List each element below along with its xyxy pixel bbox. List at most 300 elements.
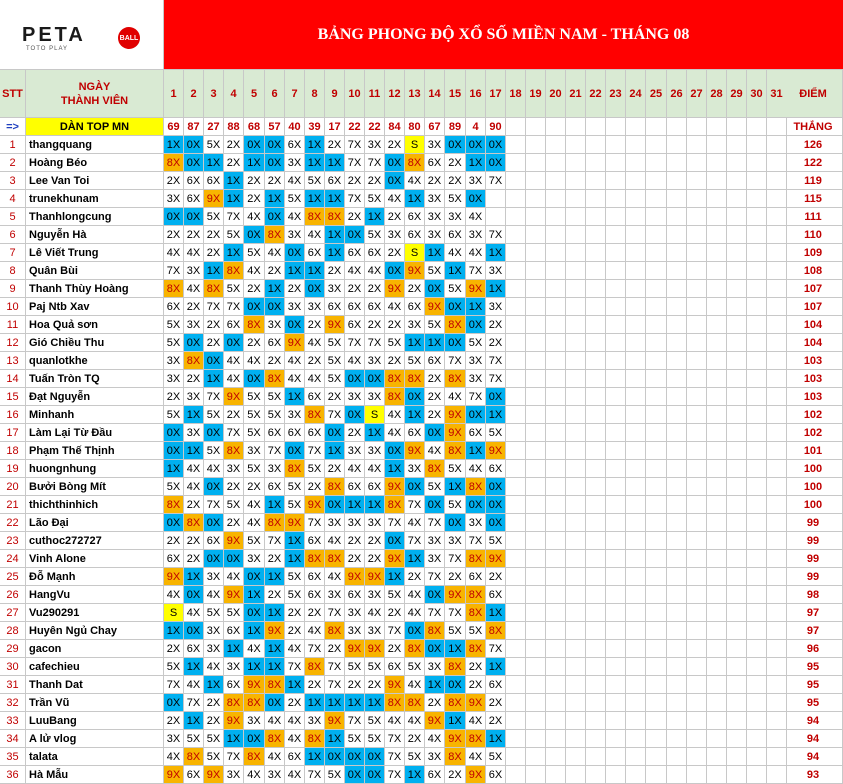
empty-day	[566, 334, 586, 352]
member-points: 100	[784, 496, 843, 514]
day-result: 8X	[405, 694, 425, 712]
day-result: 0X	[244, 370, 265, 388]
empty-day	[526, 388, 546, 406]
empty-day	[646, 568, 667, 586]
row-stt: 12	[0, 334, 26, 352]
empty-day	[727, 730, 747, 748]
row-stt: 19	[0, 460, 26, 478]
empty-day	[667, 208, 687, 226]
day-result: 1X	[184, 442, 204, 460]
day-result: 7X	[365, 154, 385, 172]
day-result: 5X	[244, 532, 265, 550]
empty-day	[606, 136, 626, 154]
day-result: 4X	[184, 478, 204, 496]
day-header: 24	[626, 70, 646, 118]
day-result: 2X	[385, 352, 405, 370]
top-row-value: 69	[164, 118, 184, 136]
row-stt: 4	[0, 190, 26, 208]
empty-day	[727, 262, 747, 280]
day-result: 5X	[325, 352, 345, 370]
day-result: 5X	[204, 604, 224, 622]
empty-day	[586, 568, 606, 586]
day-result: 8X	[184, 514, 204, 532]
day-result: 6X	[184, 640, 204, 658]
day-result: 9X	[405, 442, 425, 460]
day-result: 5X	[385, 334, 405, 352]
row-stt: 20	[0, 478, 26, 496]
day-result: 8X	[325, 478, 345, 496]
row-stt: 17	[0, 424, 26, 442]
day-result: 4X	[204, 586, 224, 604]
day-result: 2X	[425, 172, 445, 190]
day-header: 27	[687, 70, 707, 118]
empty-day	[687, 226, 707, 244]
day-result: 1X	[365, 694, 385, 712]
empty-day	[506, 280, 526, 298]
day-result: 0X	[445, 136, 466, 154]
empty-day	[646, 208, 667, 226]
empty-day	[747, 352, 767, 370]
empty-day	[606, 496, 626, 514]
row-stt: 31	[0, 676, 26, 694]
empty-day	[707, 136, 727, 154]
member-points: 102	[784, 424, 843, 442]
day-result: 3X	[365, 442, 385, 460]
day-result: 2X	[325, 262, 345, 280]
day-result: 0X	[184, 334, 204, 352]
day-result: 5X	[204, 136, 224, 154]
empty-day	[747, 604, 767, 622]
day-result: 4X	[466, 460, 486, 478]
day-result: 2X	[285, 604, 305, 622]
day-result: 5X	[466, 622, 486, 640]
day-result: 2X	[325, 136, 345, 154]
day-result: 0X	[486, 154, 506, 172]
empty-day	[506, 514, 526, 532]
empty-day	[546, 658, 566, 676]
day-header: 16	[466, 70, 486, 118]
member-points: 99	[784, 568, 843, 586]
logo-cell	[0, 0, 164, 70]
empty-day	[606, 712, 626, 730]
empty-day	[586, 316, 606, 334]
empty-day	[606, 424, 626, 442]
member-name: gacon	[26, 640, 164, 658]
empty-day	[667, 460, 687, 478]
day-result: 9X	[466, 694, 486, 712]
day-result: 4X	[265, 748, 285, 766]
top-row-value	[687, 118, 707, 136]
day-result: 1X	[204, 154, 224, 172]
day-header: 20	[546, 70, 566, 118]
day-result: 1X	[466, 298, 486, 316]
row-stt: 29	[0, 640, 26, 658]
empty-day	[526, 226, 546, 244]
top-row-value: 22	[365, 118, 385, 136]
day-result: 8X	[285, 460, 305, 478]
top-row-value	[606, 118, 626, 136]
day-header: 1	[164, 70, 184, 118]
day-result: 0X	[204, 478, 224, 496]
empty-day	[687, 298, 707, 316]
empty-day	[687, 370, 707, 388]
day-result: 2X	[385, 244, 405, 262]
day-result: 9X	[445, 406, 466, 424]
day-result: 5X	[204, 748, 224, 766]
empty-day	[667, 316, 687, 334]
row-stt: 14	[0, 370, 26, 388]
day-header: 12	[385, 70, 405, 118]
day-result: 3X	[345, 442, 365, 460]
empty-day	[586, 298, 606, 316]
member-name: Đạt Nguyễn	[26, 388, 164, 406]
empty-day	[646, 460, 667, 478]
day-result: 7X	[224, 298, 244, 316]
empty-day	[606, 748, 626, 766]
day-result: 4X	[385, 712, 405, 730]
empty-day	[687, 244, 707, 262]
day-result: 6X	[486, 586, 506, 604]
day-result: 1X	[285, 550, 305, 568]
day-result: 4X	[285, 208, 305, 226]
empty-day	[646, 154, 667, 172]
day-result: 3X	[365, 586, 385, 604]
day-result: 7X	[164, 676, 184, 694]
day-result: 0X	[345, 748, 365, 766]
day-result: 1X	[365, 496, 385, 514]
day-result: 1X	[285, 388, 305, 406]
empty-day	[747, 532, 767, 550]
day-result: 8X	[265, 514, 285, 532]
day-result: 8X	[385, 496, 405, 514]
day-result: 7X	[265, 532, 285, 550]
empty-day	[707, 262, 727, 280]
day-result: 6X	[305, 532, 325, 550]
empty-day	[586, 460, 606, 478]
empty-day	[606, 766, 626, 784]
empty-day	[687, 532, 707, 550]
day-result: 7X	[385, 514, 405, 532]
day-result: 3X	[385, 226, 405, 244]
member-points: 107	[784, 280, 843, 298]
empty-day	[646, 406, 667, 424]
day-result: 5X	[285, 568, 305, 586]
empty-day	[586, 442, 606, 460]
empty-day	[687, 514, 707, 532]
day-result: 1X	[325, 190, 345, 208]
day-result: 1X	[486, 730, 506, 748]
empty-day	[506, 622, 526, 640]
day-result: 4X	[285, 766, 305, 784]
empty-day	[747, 766, 767, 784]
empty-day	[506, 262, 526, 280]
day-result: 1X	[486, 280, 506, 298]
empty-day	[526, 676, 546, 694]
row-stt: 22	[0, 514, 26, 532]
day-result: 1X	[325, 730, 345, 748]
day-result: 7X	[466, 388, 486, 406]
day-result: 8X	[385, 370, 405, 388]
day-result: 6X	[184, 172, 204, 190]
day-result: 3X	[466, 514, 486, 532]
member-points: 126	[784, 136, 843, 154]
day-result: 1X	[285, 532, 305, 550]
day-result: 9X	[164, 766, 184, 784]
day-result: 5X	[285, 190, 305, 208]
day-result: 1X	[164, 460, 184, 478]
day-result: 8X	[164, 496, 184, 514]
empty-day	[707, 748, 727, 766]
member-name: Quân Bùi	[26, 262, 164, 280]
empty-day	[646, 388, 667, 406]
day-result: 8X	[224, 442, 244, 460]
day-result: 0X	[486, 478, 506, 496]
empty-day	[506, 244, 526, 262]
day-result: 3X	[325, 586, 345, 604]
empty-day	[546, 370, 566, 388]
empty-day	[566, 658, 586, 676]
top-row-value	[747, 118, 767, 136]
day-result: 0X	[445, 676, 466, 694]
empty-day	[747, 172, 767, 190]
day-result: 7X	[305, 514, 325, 532]
empty-day	[526, 730, 546, 748]
row-stt: 7	[0, 244, 26, 262]
empty-day	[566, 676, 586, 694]
empty-day	[626, 676, 646, 694]
day-result: 5X	[204, 406, 224, 424]
empty-day	[667, 244, 687, 262]
member-name: Minhanh	[26, 406, 164, 424]
empty-day	[526, 172, 546, 190]
empty-day	[667, 586, 687, 604]
empty-day	[747, 154, 767, 172]
member-name: Thanhlongcung	[26, 208, 164, 226]
top-row-value: 17	[325, 118, 345, 136]
empty-day	[566, 550, 586, 568]
day-result: 9X	[305, 496, 325, 514]
day-result: 9X	[285, 334, 305, 352]
empty-day	[586, 586, 606, 604]
day-result: 1X	[244, 658, 265, 676]
day-result: 1X	[164, 622, 184, 640]
day-header: 19	[526, 70, 546, 118]
day-result: 7X	[285, 658, 305, 676]
empty-day	[626, 478, 646, 496]
day-result: S	[365, 406, 385, 424]
member-name: LuuBang	[26, 712, 164, 730]
day-result: 3X	[184, 316, 204, 334]
member-name: thichthinhich	[26, 496, 164, 514]
empty-day	[667, 748, 687, 766]
member-points: 122	[784, 154, 843, 172]
day-result: 5X	[365, 226, 385, 244]
day-result: 6X	[224, 316, 244, 334]
empty-day	[687, 622, 707, 640]
day-result: 1X	[466, 442, 486, 460]
day-result: 1X	[385, 568, 405, 586]
day-result: 9X	[486, 442, 506, 460]
day-result: 5X	[405, 748, 425, 766]
day-header: 8	[305, 70, 325, 118]
day-result: 8X	[244, 316, 265, 334]
day-result: 2X	[244, 334, 265, 352]
member-name: Lee Van Toi	[26, 172, 164, 190]
member-name: Hoàng Béo	[26, 154, 164, 172]
empty-day	[626, 586, 646, 604]
empty-day	[667, 172, 687, 190]
member-points: 99	[784, 514, 843, 532]
empty-day	[626, 226, 646, 244]
day-result: 7X	[325, 604, 345, 622]
day-result: 7X	[204, 496, 224, 514]
day-result: 0X	[466, 190, 486, 208]
day-result: 2X	[244, 478, 265, 496]
day-result: 8X	[305, 658, 325, 676]
day-result: 8X	[224, 694, 244, 712]
empty-day	[546, 280, 566, 298]
empty-day	[526, 640, 546, 658]
empty-day	[526, 478, 546, 496]
day-result: 6X	[405, 208, 425, 226]
day-result: 8X	[184, 748, 204, 766]
day-result: 8X	[466, 550, 486, 568]
empty-day	[606, 334, 626, 352]
day-result: 2X	[385, 640, 405, 658]
day-result: 5X	[445, 280, 466, 298]
day-result: 2X	[164, 172, 184, 190]
empty-day	[506, 478, 526, 496]
day-result: 9X	[325, 316, 345, 334]
day-header: 17	[486, 70, 506, 118]
day-result: 2X	[405, 280, 425, 298]
empty-day	[646, 550, 667, 568]
row-stt: 23	[0, 532, 26, 550]
day-result: 9X	[365, 640, 385, 658]
day-result: 0X	[224, 334, 244, 352]
day-result: 0X	[425, 496, 445, 514]
day-result: 0X	[184, 154, 204, 172]
empty-day	[546, 406, 566, 424]
day-result: 8X	[325, 550, 345, 568]
top-row-value	[566, 118, 586, 136]
empty-day	[506, 316, 526, 334]
empty-day	[566, 352, 586, 370]
empty-day	[506, 496, 526, 514]
day-result: 2X	[405, 568, 425, 586]
day-result: 6X	[285, 424, 305, 442]
empty-day	[506, 640, 526, 658]
empty-day	[506, 748, 526, 766]
empty-day	[546, 334, 566, 352]
empty-day	[606, 316, 626, 334]
empty-day	[586, 604, 606, 622]
day-result: 2X	[224, 406, 244, 424]
empty-day	[667, 424, 687, 442]
day-result: 1X	[405, 334, 425, 352]
day-result: 6X	[365, 478, 385, 496]
day-result: 5X	[365, 730, 385, 748]
empty-day	[727, 424, 747, 442]
day-result: 6X	[224, 622, 244, 640]
row-stt: 24	[0, 550, 26, 568]
row-stt: 25	[0, 568, 26, 586]
day-result: 9X	[405, 262, 425, 280]
empty-day	[707, 586, 727, 604]
empty-day	[727, 766, 747, 784]
empty-day	[747, 550, 767, 568]
day-result: 4X	[285, 712, 305, 730]
empty-day	[727, 388, 747, 406]
day-result: 2X	[466, 658, 486, 676]
empty-day	[526, 442, 546, 460]
day-result: 8X	[325, 208, 345, 226]
day-result: 4X	[425, 442, 445, 460]
day-result: 2X	[244, 190, 265, 208]
day-result: 8X	[425, 622, 445, 640]
empty-day	[667, 766, 687, 784]
day-result: 0X	[425, 280, 445, 298]
empty-day	[546, 766, 566, 784]
empty-day	[667, 280, 687, 298]
day-result: 7X	[204, 388, 224, 406]
member-points: 119	[784, 172, 843, 190]
day-result: 1X	[184, 406, 204, 424]
member-points: 100	[784, 460, 843, 478]
empty-day	[566, 478, 586, 496]
day-result: 7X	[224, 424, 244, 442]
day-result: 5X	[244, 388, 265, 406]
empty-day	[586, 262, 606, 280]
day-result: 3X	[184, 424, 204, 442]
day-result: 8X	[265, 730, 285, 748]
day-result: 4X	[365, 262, 385, 280]
day-result: 4X	[244, 766, 265, 784]
day-result: 3X	[365, 622, 385, 640]
day-result: 5X	[325, 370, 345, 388]
empty-day	[506, 658, 526, 676]
empty-day	[707, 694, 727, 712]
day-result: 6X	[405, 424, 425, 442]
day-result: 1X	[305, 136, 325, 154]
day-result: 3X	[164, 370, 184, 388]
empty-day	[526, 694, 546, 712]
day-result: 2X	[265, 262, 285, 280]
day-result: 3X	[204, 640, 224, 658]
day-result: 7X	[184, 694, 204, 712]
day-result: 3X	[265, 316, 285, 334]
empty-day	[506, 712, 526, 730]
row-stt: 30	[0, 658, 26, 676]
top-row-value: 39	[305, 118, 325, 136]
day-result: 2X	[184, 496, 204, 514]
empty-day	[727, 370, 747, 388]
day-result: 7X	[405, 532, 425, 550]
day-result: 4X	[224, 370, 244, 388]
day-result: 2X	[305, 352, 325, 370]
day-result: 3X	[244, 712, 265, 730]
day-result: 6X	[345, 244, 365, 262]
day-result: 0X	[425, 640, 445, 658]
day-result: 6X	[466, 568, 486, 586]
day-result: 8X	[445, 748, 466, 766]
empty-day	[747, 478, 767, 496]
top-row-value: 88	[224, 118, 244, 136]
empty-day	[546, 550, 566, 568]
empty-day	[727, 208, 747, 226]
day-result: 5X	[405, 658, 425, 676]
day-result: 3X	[365, 136, 385, 154]
